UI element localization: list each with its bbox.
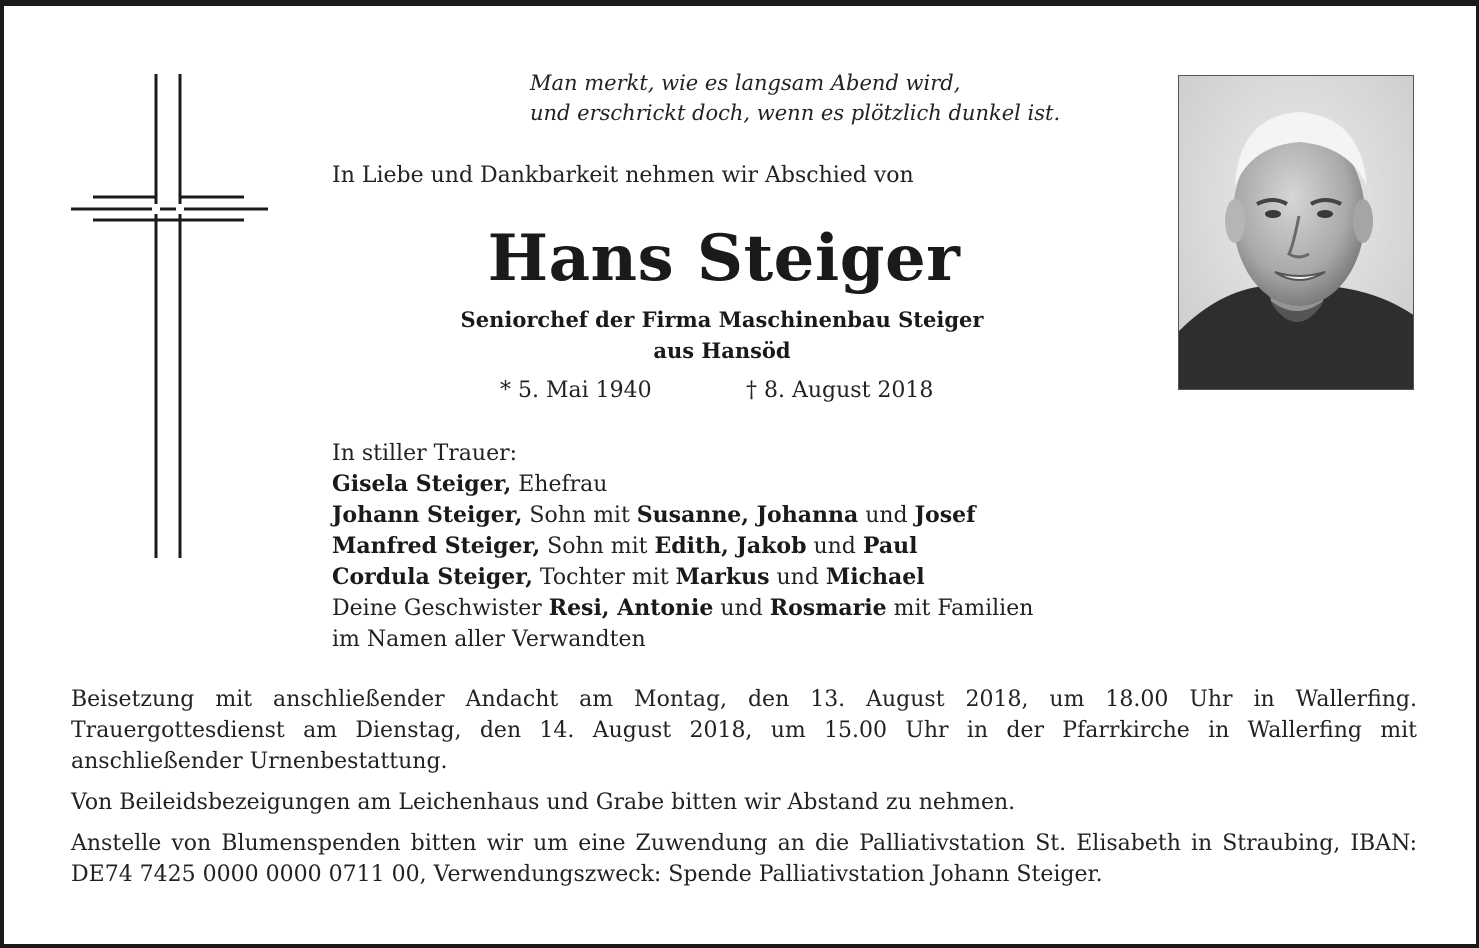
mourner-name: Johann Steiger, xyxy=(332,502,523,528)
mourner-text: Ehefrau xyxy=(511,472,608,497)
deceased-name: Hans Steiger xyxy=(487,221,961,296)
mourner-line xyxy=(332,624,1033,655)
mourner-name: Resi, Antonie xyxy=(548,595,714,621)
mourner-text: und xyxy=(806,534,863,559)
mourner-name: Markus xyxy=(675,564,770,590)
mourner-text: und xyxy=(858,503,915,528)
mourner-text: Sohn mit xyxy=(540,534,655,559)
mourner-text: im Namen aller Verwandten xyxy=(332,627,646,652)
mourner-name: Paul xyxy=(862,533,918,559)
portrait-photo xyxy=(1178,75,1414,390)
life-dates xyxy=(500,376,934,406)
mourner-text: und xyxy=(769,565,826,590)
mourner-line xyxy=(332,562,1033,593)
death-date: † 8. August 2018 xyxy=(746,378,934,403)
mourner-name: Cordula Steiger, xyxy=(332,564,533,590)
deceased-description xyxy=(322,304,1122,366)
mourner-text: mit Familien xyxy=(886,596,1034,621)
deceased-origin: aus Hansöd xyxy=(653,338,791,363)
mourners-heading: In stiller Trauer: xyxy=(332,441,518,466)
intro-text: In Liebe und Dankbarkeit nehmen wir Abschied von xyxy=(332,163,914,188)
mourner-name: Gisela Steiger, xyxy=(332,471,512,497)
mourner-name: Manfred Steiger, xyxy=(332,533,541,559)
mourner-text: und xyxy=(713,596,770,621)
deceased-role: Seniorchef der Firma Maschinenbau Steiger xyxy=(460,307,984,332)
mourner-line xyxy=(332,593,1033,624)
mourner-text: Deine Geschwister xyxy=(332,596,549,621)
donation-note: Anstelle von Blumenspenden bitten wir um eine Zuwendung an die Palliativstation St. Elisabeth in Straubing, IBAN: DE74 7425 0000 0000 0711 00, Verwendungszweck: Spende Palliativstation Johann Steiger. xyxy=(71,831,1417,887)
mourner-line xyxy=(332,531,1033,562)
mourner-name: Rosmarie xyxy=(769,595,887,621)
mourner-name: Edith, Jakob xyxy=(654,533,807,559)
birth-date: * 5. Mai 1940 xyxy=(500,378,652,403)
funeral-details xyxy=(71,684,1417,900)
quote-line: Man merkt, wie es langsam Abend wird, xyxy=(530,71,961,95)
condolences-note: Von Beileidsbezeigungen am Leichenhaus und Grabe bitten wir Abstand zu nehmen. xyxy=(71,790,1016,815)
mourner-name: Michael xyxy=(825,564,925,590)
cross-icon xyxy=(68,74,272,558)
funeral-info: Beisetzung mit anschließender Andacht am Montag, den 13. August 2018, um 18.00 Uhr in Wallerfing. Trauergottesdienst am Dienstag, den 14. August 2018, um 15.00 Uhr in der Pfarrkirche in Wallerfing mit anschließender Urnenbestattung. xyxy=(71,687,1417,774)
mourner-text: Tochter mit xyxy=(532,565,676,590)
mourner-line xyxy=(332,469,1033,500)
mourner-line xyxy=(332,500,1033,531)
quote xyxy=(530,68,1060,128)
mourner-text: Sohn mit xyxy=(522,503,637,528)
portrait-image xyxy=(1179,76,1414,390)
mourner-name: Susanne, Johanna xyxy=(636,502,859,528)
mourner-name: Josef xyxy=(914,502,976,528)
mourners-list xyxy=(332,438,1033,655)
quote-line: und erschrickt doch, wenn es plötzlich dunkel ist. xyxy=(530,101,1061,125)
